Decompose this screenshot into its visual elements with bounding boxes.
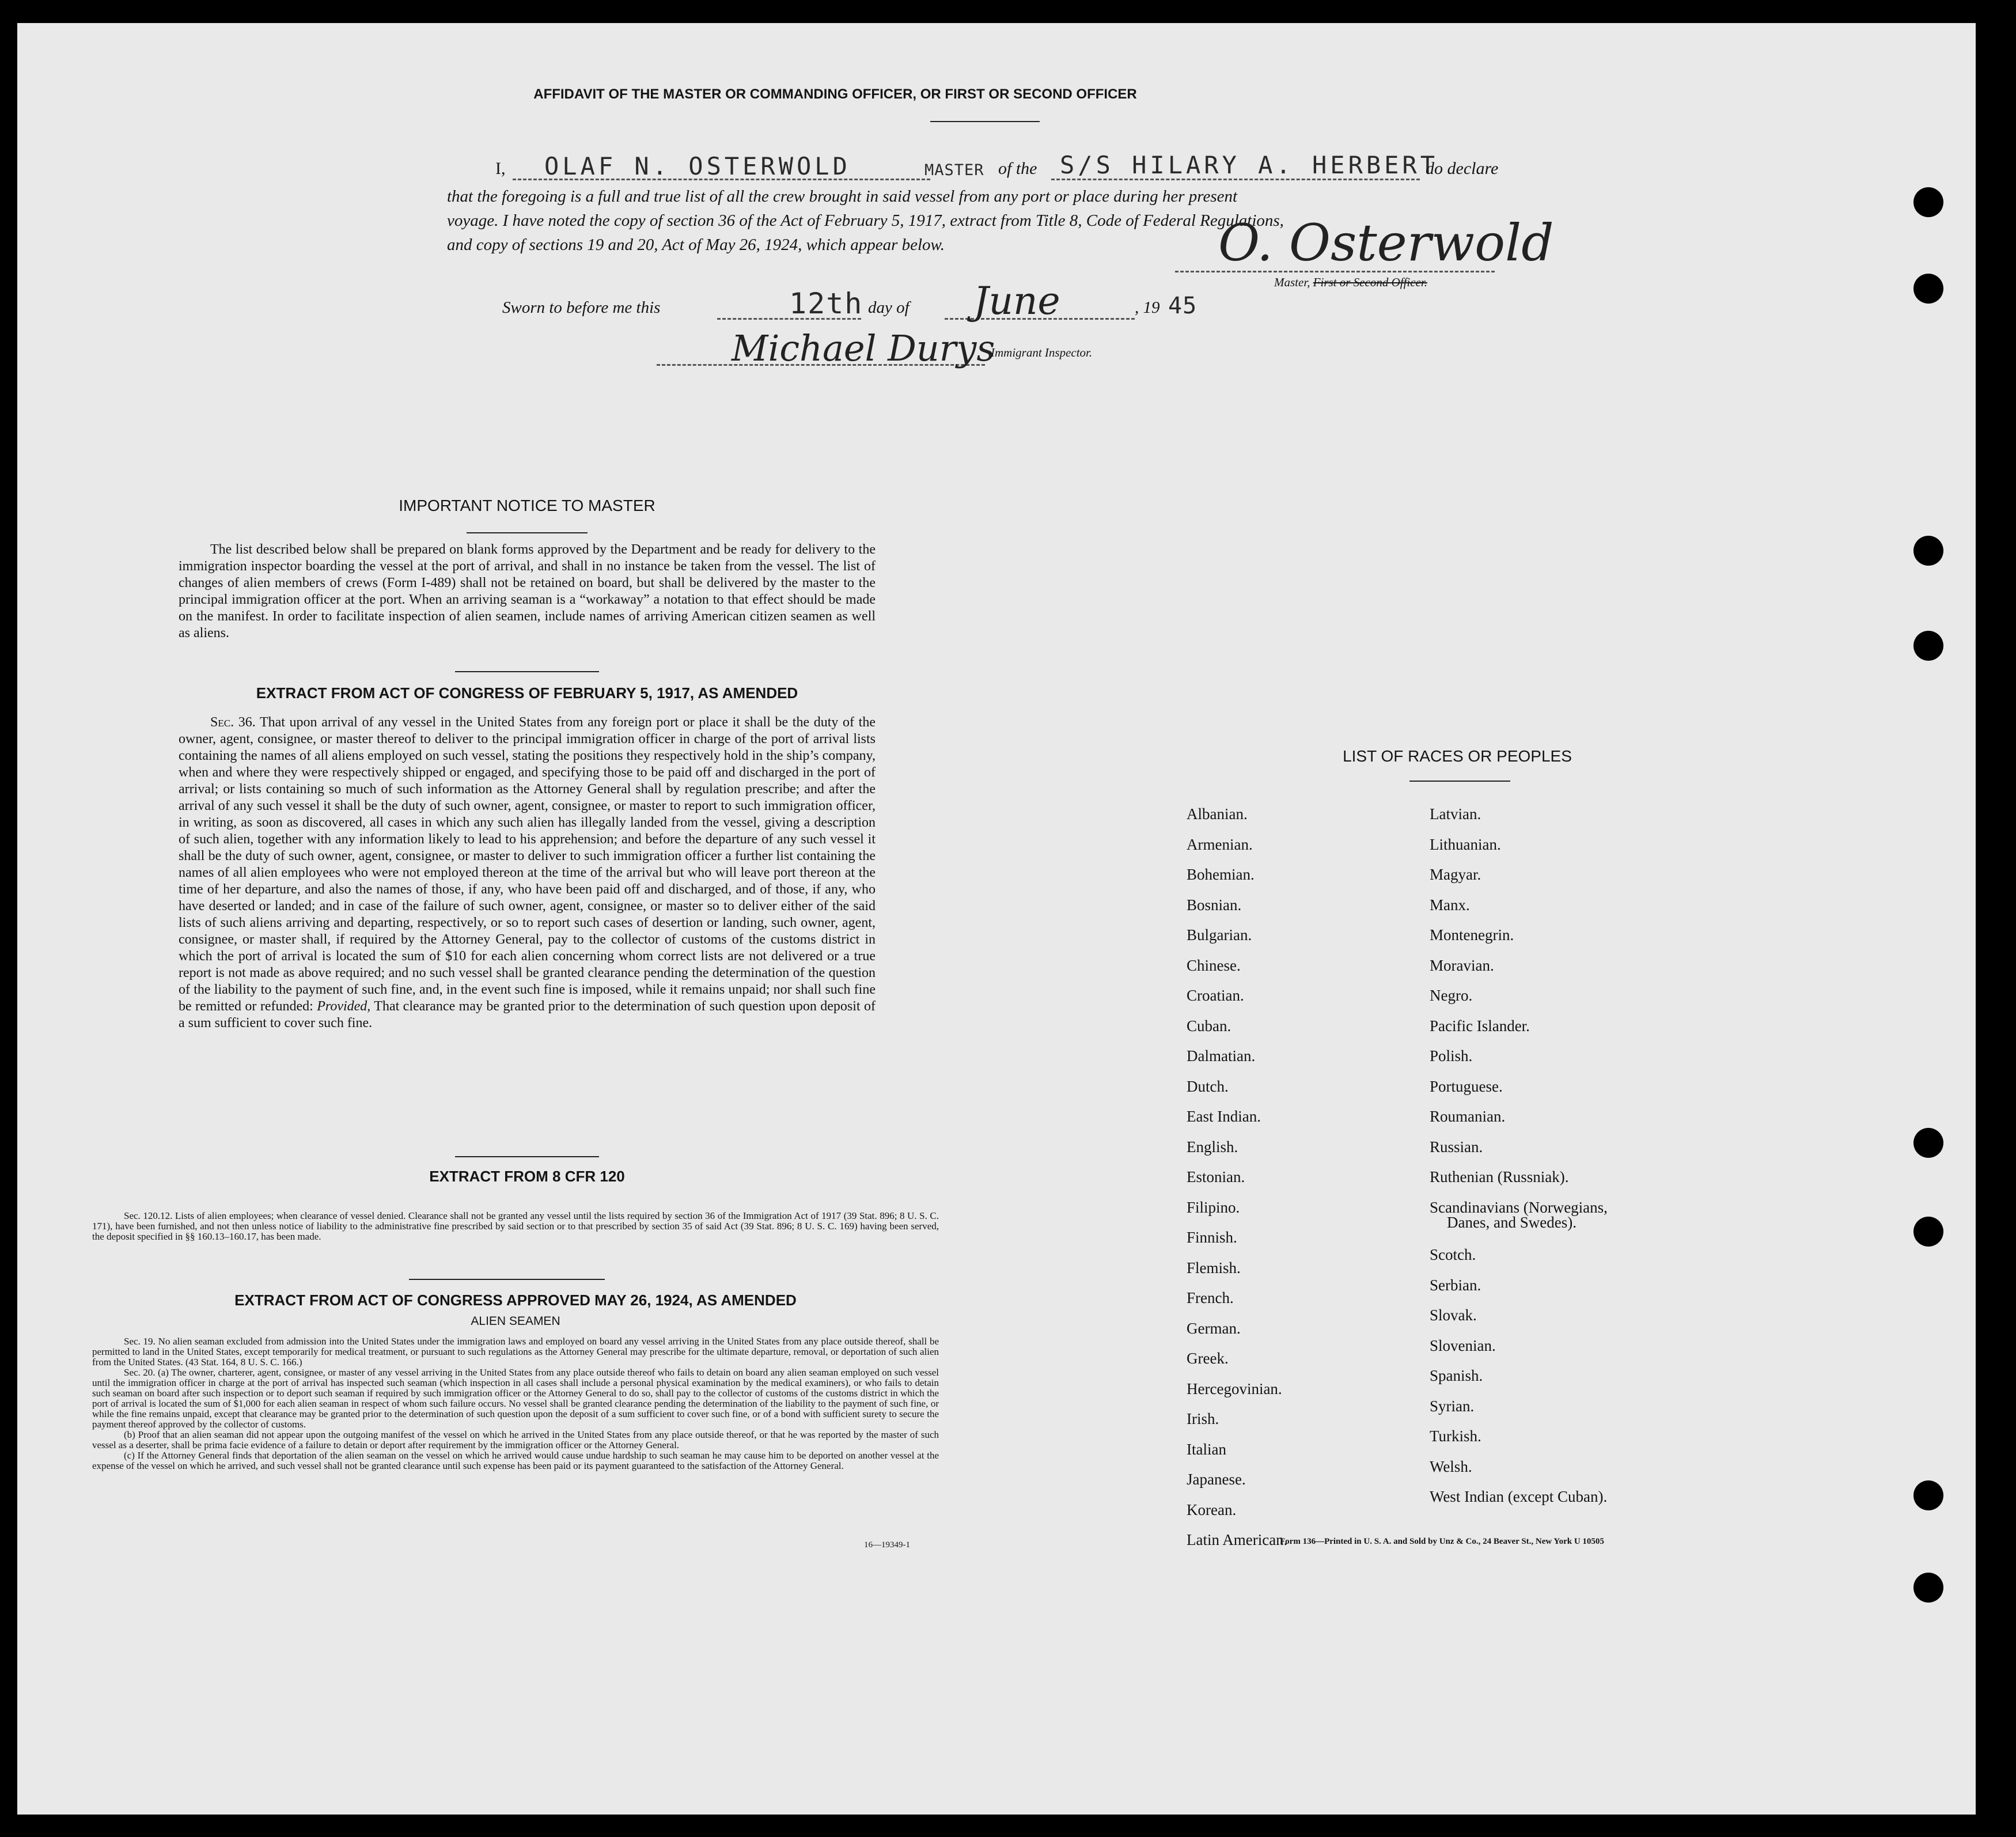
- race-item: Scandinavians (Norwegians,: [1430, 1198, 1608, 1216]
- sec20c-paragraph: (c) If the Attorney General finds that deportation of the alien seaman on the vessel on which he arrived would cause undue hardship to such seaman he may cause him to be deported on another vessel at the expense of the vessel on which he arrived, and such vessel shall not be granted clearance until such expense has been paid or its payment guaranteed to the satisfaction of the Attorney General.: [92, 1450, 939, 1471]
- race-item: Filipino.: [1187, 1198, 1240, 1216]
- cfr-sec-text: Lists of alien employees; when clearance of vessel denied. Clearance shall not be granted any vessel until the lists required by section 36 of the Immigration Act of 1917 (39 Stat. 896; 8 U. S. C. 171), have been furnished, and not then unless notice of liability to the administrative fine prescribed by said section or to that prescribed by section 35 of said Act (39 Stat. 896; 8 U. S. C. 169) having been served, the deposit specified in §§ 160.13–160.17, has been made.: [92, 1210, 939, 1242]
- day-value: 12th: [789, 287, 863, 320]
- master-signature: O. Osterwold: [1218, 213, 1554, 272]
- document-page: [17, 23, 1976, 1815]
- of-the-label: of the: [998, 159, 1037, 178]
- race-item: Latin American.: [1187, 1531, 1288, 1548]
- sec19-paragraph: [92, 1336, 939, 1368]
- race-item: Bosnian.: [1187, 896, 1242, 914]
- sec20b-paragraph: (b) Proof that an alien seaman did not appear upon the outgoing manifest of the vessel on which he arrived in the United States from any place outside thereof, or that he was reported by the master of such vessel as a deserter, shall be prima facie evidence of a failure to detain or deport after requirement by the immigration officer or the Attorney General.: [92, 1429, 939, 1450]
- month-value: June: [973, 279, 1060, 323]
- race-item: Greek.: [1187, 1350, 1229, 1367]
- sec36-label: Sec. 36.: [210, 715, 256, 730]
- race-item: Bulgarian.: [1187, 926, 1252, 944]
- extract1924-subtitle: ALIEN SEAMEN: [471, 1315, 560, 1328]
- race-item: Estonian.: [1187, 1168, 1245, 1185]
- title-divider: [930, 121, 1040, 122]
- punch-hole: [1913, 187, 1943, 217]
- affidavit-i-label: I,: [495, 159, 506, 178]
- race-item: Japanese.: [1187, 1471, 1246, 1488]
- sec20-label: Sec. 20.: [124, 1367, 156, 1378]
- punch-hole: [1913, 631, 1943, 661]
- race-item: Slovenian.: [1430, 1336, 1496, 1354]
- inspector-signature: Michael Durys: [732, 327, 995, 369]
- vessel-name: S/S HILARY A. HERBERT: [1060, 151, 1439, 179]
- race-item: Spanish.: [1430, 1367, 1483, 1384]
- race-item: Albanian.: [1187, 805, 1248, 823]
- do-declare-label: do declare: [1426, 159, 1499, 178]
- signature-caption-master: Master,: [1274, 275, 1310, 289]
- race-item: German.: [1187, 1319, 1241, 1337]
- race-item: Armenian.: [1187, 835, 1253, 853]
- race-item: Finnish.: [1187, 1229, 1237, 1246]
- race-item: Korean.: [1187, 1501, 1237, 1518]
- race-item: Slovak.: [1430, 1306, 1477, 1324]
- race-item: Welsh.: [1430, 1457, 1472, 1475]
- notice-body: The list described below shall be prepared on blank forms approved by the Department and be ready for delivery to the immigration inspector boarding the vessel at the port of arrival, and shall in no instance be taken from the vessel. The list of changes of alien members of crews (Form I-489) shall not be retained on board, but shall be delivered by the master to the principal immigration officer at the port. When an arriving seaman is a “workaway” a notation to that effect should be made on the manifest. In order to facilitate inspection of alien seamen, include names of arriving American citizen seamen as well as aliens.: [179, 542, 876, 641]
- punch-hole: [1913, 274, 1943, 304]
- race-item: Danes, and Swedes).: [1447, 1213, 1577, 1231]
- race-item: Lithuanian.: [1430, 835, 1501, 853]
- cfr-body: [92, 1211, 939, 1242]
- day-of-label: day of: [868, 298, 910, 317]
- race-item: Magyar.: [1430, 866, 1481, 883]
- extract1924-title: EXTRACT FROM ACT OF CONGRESS APPROVED MAY 26, 1924, AS AMENDED: [234, 1291, 797, 1309]
- race-item: East Indian.: [1187, 1108, 1261, 1125]
- races-divider: [1409, 781, 1510, 782]
- notice-title: IMPORTANT NOTICE TO MASTER: [399, 497, 655, 514]
- punch-hole: [1913, 1217, 1943, 1247]
- punch-hole: [1913, 1480, 1943, 1510]
- affidavit-title: AFFIDAVIT OF THE MASTER OR COMMANDING OFFICER, OR FIRST OR SECOND OFFICER: [533, 86, 1137, 102]
- sec19-label: Sec. 19.: [124, 1336, 156, 1347]
- extract1917-title: EXTRACT FROM ACT OF CONGRESS OF FEBRUARY 5, 1917, AS AMENDED: [256, 684, 798, 702]
- race-item: Montenegrin.: [1430, 926, 1514, 944]
- race-item: Portuguese.: [1430, 1077, 1503, 1095]
- race-item: Turkish.: [1430, 1427, 1481, 1445]
- sec36-tail: That clearance may be granted prior to the determination of such question upon deposit of a sum sufficient to cover such fine.: [179, 999, 876, 1031]
- race-item: Bohemian.: [1187, 866, 1255, 883]
- race-item: Syrian.: [1430, 1397, 1475, 1415]
- race-item: Russian.: [1430, 1138, 1483, 1156]
- cfr-sec-label: Sec. 120.12.: [124, 1210, 173, 1221]
- affidavit-body-line-2: voyage. I have noted the copy of section 36 of the Act of February 5, 1917, extract from Title 8, Code of Federal Regulations,: [447, 211, 1284, 230]
- race-item: Polish.: [1430, 1047, 1473, 1065]
- race-item: Scotch.: [1430, 1246, 1476, 1263]
- punch-hole: [1913, 1128, 1943, 1158]
- sec19-text: No alien seaman excluded from admission into the United States under the immigration laws and employed on board any vessel arriving in the United States from any place outside thereof, shall be permitted to land in the United States, except temporarily for medical treatment, or pursuant to such regulations as the Attorney General may prescribe for the ultimate departure, removal, or deportation of such alien from the United States. (43 Stat. 164, 8 U. S. C. 166.): [92, 1336, 939, 1368]
- race-item: Flemish.: [1187, 1259, 1241, 1277]
- capacity: MASTER: [924, 161, 984, 179]
- section-divider-2: [455, 1156, 599, 1157]
- race-item: Dalmatian.: [1187, 1047, 1256, 1065]
- race-item: Moravian.: [1430, 956, 1494, 974]
- race-item: Italian: [1187, 1440, 1226, 1458]
- race-item: Roumanian.: [1430, 1108, 1506, 1125]
- race-item: French.: [1187, 1289, 1234, 1306]
- extract1917-body: [179, 714, 876, 1032]
- punch-hole: [1913, 1573, 1943, 1603]
- race-item: Latvian.: [1430, 805, 1481, 823]
- form-number: 16—19349-1: [864, 1540, 910, 1550]
- race-item: Dutch.: [1187, 1077, 1229, 1095]
- race-item: Chinese.: [1187, 956, 1241, 974]
- race-item: Manx.: [1430, 896, 1470, 914]
- race-item: English.: [1187, 1138, 1238, 1156]
- master-name: OLAF N. OSTERWOLD: [544, 152, 851, 180]
- year-value: 45: [1168, 293, 1198, 319]
- race-item: West Indian (except Cuban).: [1430, 1488, 1608, 1505]
- race-item: Pacific Islander.: [1430, 1017, 1530, 1035]
- sworn-label: Sworn to before me this: [502, 298, 661, 317]
- race-item: Irish.: [1187, 1410, 1219, 1427]
- section-divider-3: [409, 1279, 605, 1280]
- year-prefix: , 19: [1135, 298, 1160, 317]
- sec20a-paragraph: [92, 1368, 939, 1430]
- race-item: Serbian.: [1430, 1276, 1481, 1294]
- sec36-provided: Provided,: [317, 999, 371, 1014]
- race-item: Negro.: [1430, 987, 1473, 1004]
- affidavit-body-line-3: and copy of sections 19 and 20, Act of May 26, 1924, which appear below.: [447, 236, 945, 254]
- signature-line: [1175, 271, 1495, 272]
- signature-caption-struck: First or Second Officer.: [1313, 275, 1427, 289]
- affidavit-body-line-1: that the foregoing is a full and true list of all the crew brought in said vessel from any port or place during her present: [447, 187, 1238, 206]
- race-item: Cuban.: [1187, 1017, 1231, 1035]
- signature-caption: [1274, 275, 1427, 290]
- sec36-text: That upon arrival of any vessel in the United States from any foreign port or place it shall be the duty of the owner, agent, consignee, or master thereof to deliver to the principal immigration officer in charge of the port of arrival lists containing the names of all aliens employed on such vessel, stating the positions they respectively hold in the ship’s company, when and where they were respectively shipped or engaged, and specifying those to be paid off and discharged in the port of arrival; or lists containing so much of such information as the Attorney General shall by regulation prescribe; and after the arrival of any such vessel it shall be the duty of such owner, agent, consignee, or master to report to such immigration officer, in writing, as soon as discovered, all cases in which any such alien has illegally landed from the vessel, giving a description of such alien, together with any information likely to lead to his apprehension; and before the departure of any such vessel it shall be the duty of such owner, agent, consignee, or master to deliver to such immigration officer a further list containing the names of all alien employees who were not employed thereon at the time of the arrival but who will leave port thereon at the time of her departure, and also the names of those, if any, who have been paid off and discharged, and of those, if any, who have deserted or landed; and in case of the failure of such owner, agent, consignee, or master so to deliver either of the said lists of such aliens arriving and departing, respectively, or so to report such cases of desertion or landing, such owner, agent, consignee, or master shall, if required by the Attorney General, pay to the collector of customs of the customs district in which the port of arrival is located the sum of $10 for each alien concerning whom correct lists are not delivered or a true report is not made as above required; and no such vessel shall be granted clearance pending the determination of the question of the liability to the payment of such fine, and, in the event such fine is imposed, while it remains unpaid; nor shall such fine be remitted or refunded:: [179, 715, 876, 1014]
- race-item: Croatian.: [1187, 987, 1244, 1004]
- race-item: Ruthenian (Russniak).: [1430, 1168, 1569, 1185]
- race-item: Hercegovinian.: [1187, 1380, 1282, 1397]
- printer-footer: Form 136—Printed in U. S. A. and Sold by Unz & Co., 24 Beaver St., New York U 10505: [1280, 1537, 1604, 1546]
- section-divider-1: [455, 671, 599, 672]
- sec20a-text: (a) The owner, charterer, agent, consignee, or master of any vessel arriving in the United States from any place outside thereof who fails to detain on board any alien seaman employed on such vessel until the immigration officer in charge at the port of arrival has inspected such seaman (which inspection in all cases shall include a personal physical examination by the medical examiners), or who fails to detain such seaman on board after such inspection or to deport such seaman if required by such immigration officer or the Attorney General to do so, shall pay to the collector of customs of the customs district in which the port of arrival is located the sum of $1,000 for each alien seaman in respect of whom such failure occurs. No vessel shall be granted clearance pending the determination of the liability to the payment of such fine, or while the fine remains unpaid, except that clearance may be granted prior to the determination of such question upon the deposit of a sum sufficient to cover such fine, or of a bond with sufficient surety to secure the payment thereof approved by the collector of customs.: [92, 1367, 939, 1430]
- punch-hole: [1913, 536, 1943, 566]
- extract1924-body: [92, 1336, 939, 1471]
- races-title: LIST OF RACES OR PEOPLES: [1343, 747, 1572, 765]
- notice-divider: [467, 532, 588, 533]
- inspector-label: Immigrant Inspector.: [991, 346, 1093, 359]
- cfr-title: EXTRACT FROM 8 CFR 120: [429, 1168, 625, 1185]
